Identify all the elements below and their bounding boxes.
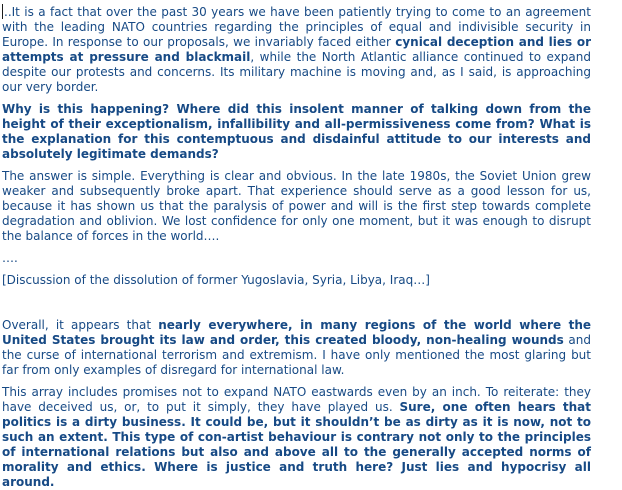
text-run-bold: Why is this happening? Where did this insolent manner of talking down from the height of their exceptionalism, infallibility and all-permissiveness come from? What is the explanation for this contemptuous and disdainful attitude to our interests and absolutely legitimate demands? — [2, 102, 591, 161]
text-run-bold: Sure, one often hears that politics is a dirty business. It could be, but it shouldn’t be as dirty as it is now, not to such an extent. This type of con-artist behaviour is contrary not only to the principles of international relations but also and above all to the generally accepted norms of morality and ethics. Where is justice and truth here? Just lies and hypocrisy all around. — [2, 400, 591, 489]
paragraph-p2 — [2, 102, 591, 162]
text-run-bold: nearly everywhere, in many regions of the world where the United States brought its law and order, this created bloody, non-healing wounds — [2, 318, 592, 347]
paragraph-p7 — [2, 385, 591, 490]
text-run: …. — [2, 251, 18, 265]
text-run: This array includes promises not to expand NATO eastwards even by an inch. To reiterate: they have deceived us, or, to put it simply, they have played us. — [2, 385, 591, 414]
paragraph-p3 — [2, 169, 591, 244]
paragraph-p5 — [2, 273, 591, 288]
paragraph-p1 — [2, 4, 591, 95]
text-run: The answer is simple. Everything is clear and obvious. In the late 1980s, the Soviet Union grew weaker and subsequently broke apart. That experience should serve as a good lesson for us, because it has shown us that the paralysis of power and will is the first step towards complete degradation and oblivion. We lost confidence for only one moment, but it was enough to disrupt the balance of forces in the world…. — [2, 169, 591, 243]
text-cursor — [2, 4, 3, 19]
paragraph-p6 — [2, 318, 591, 378]
text-run: [Discussion of the dissolution of former Yugoslavia, Syria, Libya, Iraq…] — [2, 273, 430, 287]
text-run: , while the North Atlantic alliance continued to expand despite our protests and concerns. Its military machine is moving and, as I said, is approaching our very border. — [2, 50, 591, 94]
text-run: ..It is a fact that over the past 30 years we have been patiently trying to come to an agreement with the leading NATO countries regarding the principles of equal and indivisible security in Europe. In response to our proposals, we invariably faced either — [2, 5, 591, 49]
text-run: and the curse of international terrorism and extremism. I have only mentioned the most glaring but far from only examples of disregard for international law. — [2, 333, 591, 377]
text-run: Overall, it appears that — [2, 318, 159, 332]
paragraph-p4 — [2, 251, 591, 266]
text-run-bold: cynical deception and lies or attempts at pressure and blackmail — [2, 35, 591, 64]
